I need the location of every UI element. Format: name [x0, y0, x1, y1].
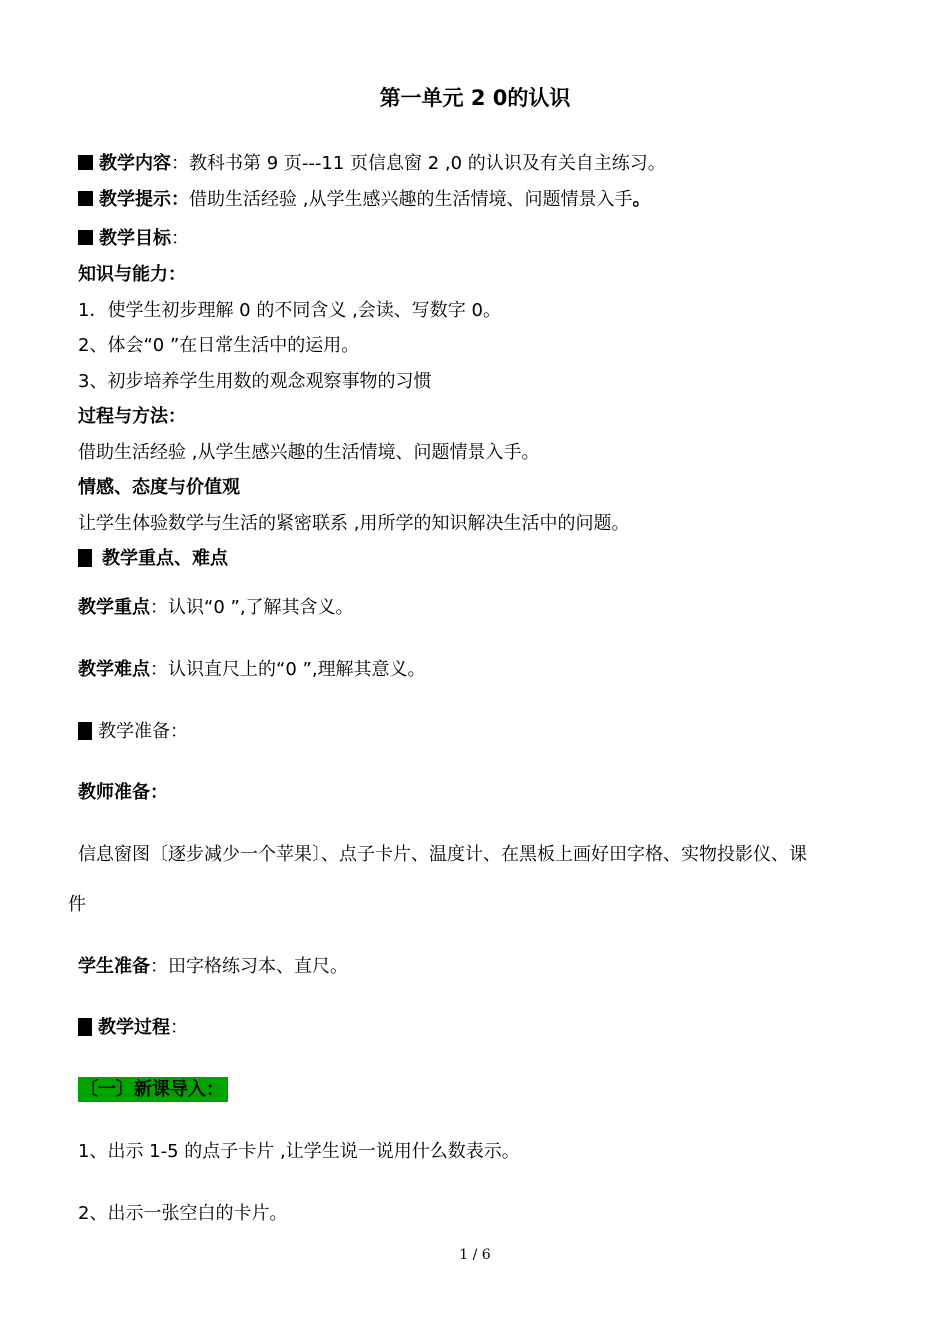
teaching-content-line: [78, 151, 666, 177]
difficulty-label: 教学难点: [78, 659, 150, 680]
student-prep-text: ：田字格练习本、直尺。: [150, 956, 348, 977]
teacher-prep-text-line2: 件: [68, 894, 86, 915]
teaching-content-text: 教科书第 9 页---11 页信息窗 2 ,0 的认识及有关自主练习。: [189, 153, 666, 174]
teaching-goals-line: [78, 226, 189, 252]
student-prep-line: [78, 954, 348, 980]
square-bullet-icon: [78, 155, 93, 170]
procedure-label: 教学过程: [98, 1017, 170, 1038]
knowledge-heading: 知识与能力：: [78, 264, 186, 285]
teaching-tips-line: [78, 187, 650, 213]
section-1-line: [78, 1077, 228, 1103]
process-heading: 过程与方法：: [78, 406, 186, 427]
prep-label: 教学准备：: [98, 721, 188, 742]
prep-line: [78, 719, 188, 745]
square-bullet-icon: [78, 1018, 92, 1036]
document-title: 第一单元 2 0的认识: [379, 86, 571, 110]
keypoints-line: [78, 546, 228, 572]
section-1-heading: 〔一〕新课导入：: [78, 1077, 228, 1102]
focus-line: [78, 595, 354, 621]
page-number: 1 / 6: [459, 1247, 491, 1263]
teaching-tips-end: 。: [632, 189, 651, 210]
difficulty-text: ：认识直尺上的“0 ”,理解其意义。: [150, 659, 426, 680]
teaching-content-sep: ：: [171, 153, 189, 174]
square-bullet-icon: [78, 549, 92, 567]
student-prep-label: 学生准备: [78, 956, 150, 977]
knowledge-item-2: 2、体会“0 ”在日常生活中的运用。: [78, 335, 360, 356]
step-2: 2、出示一张空白的卡片。: [78, 1203, 288, 1224]
knowledge-item-3: 3、初步培养学生用数的观念观察事物的习惯: [78, 371, 432, 392]
focus-text: ：认识“0 ”,了解其含义。: [150, 597, 354, 618]
teaching-tips-text: 借助生活经验 ,从学生感兴趣的生活情境、问题情景入手: [189, 189, 633, 210]
procedure-line: [78, 1015, 188, 1041]
emotion-heading: 情感、态度与价值观: [78, 477, 240, 498]
teaching-goals-sep: ：: [171, 228, 189, 249]
square-bullet-icon: [78, 722, 92, 740]
procedure-sep: ：: [170, 1017, 188, 1038]
step-1: 1、出示 1-5 的点子卡片 ,让学生说一说用什么数表示。: [78, 1141, 520, 1162]
teacher-prep-heading: 教师准备：: [78, 782, 168, 803]
process-text: 借助生活经验 ,从学生感兴趣的生活情境、问题情景入手。: [78, 442, 540, 463]
square-bullet-icon: [78, 230, 93, 245]
knowledge-item-1: 1．使学生初步理解 0 的不同含义 ,会读、写数字 0。: [78, 300, 501, 321]
teaching-goals-label: 教学目标: [99, 228, 171, 249]
emotion-text: 让学生体验数学与生活的紧密联系 ,用所学的知识解决生活中的问题。: [78, 513, 630, 534]
teaching-tips-label: 教学提示：: [99, 189, 189, 210]
keypoints-heading: 教学重点、难点: [102, 548, 228, 569]
focus-label: 教学重点: [78, 597, 150, 618]
teacher-prep-text-line1: 信息窗图〔逐步减少一个苹果〕、点子卡片、温度计、在黑板上画好田字格、实物投影仪、课: [78, 844, 807, 865]
teaching-content-label: 教学内容: [99, 153, 171, 174]
difficulty-line: [78, 657, 426, 683]
square-bullet-icon: [78, 191, 93, 206]
